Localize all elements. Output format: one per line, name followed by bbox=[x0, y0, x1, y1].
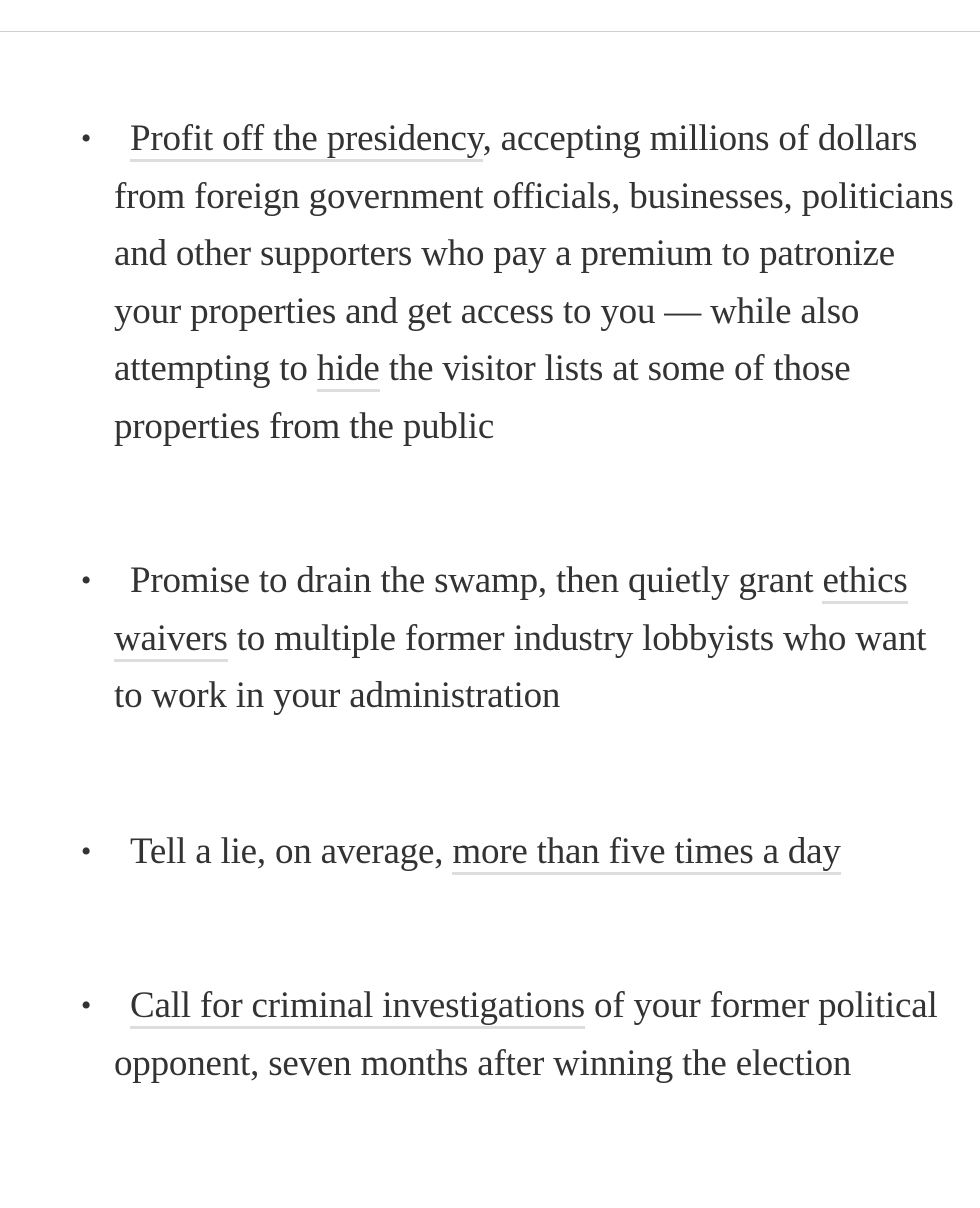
bullet-text: to multiple former industry lobbyists who want to work in your administration bbox=[114, 617, 927, 716]
top-divider bbox=[0, 31, 980, 32]
bullet-text: Promise to drain the swamp, then quietly grant bbox=[130, 560, 823, 601]
bullet-text: Tell a lie, on average, bbox=[130, 831, 453, 872]
bullet-text: of your former political opponent, seven months after winning the election bbox=[114, 985, 938, 1084]
profit-off-presidency-link[interactable]: Profit off the presidency bbox=[130, 118, 483, 162]
criminal-investigations-link[interactable]: Call for criminal investigations bbox=[130, 985, 585, 1029]
bullet-icon: • bbox=[80, 564, 92, 597]
more-than-five-times-a-day-link[interactable]: more than five times a day bbox=[452, 831, 840, 875]
ethics-waivers-link[interactable]: ethics waivers bbox=[114, 560, 908, 662]
bullet-icon: • bbox=[80, 835, 92, 868]
hide-link[interactable]: hide bbox=[317, 348, 380, 392]
list-item bbox=[80, 110, 960, 455]
bullet-text: , accepting millions of dollars from foreign government officials, businesses, politicians and other supporters who pay a premium to patronize your properties and get access to you — while also attempting to bbox=[114, 118, 954, 389]
list-item bbox=[80, 977, 960, 1092]
bullet-text: the visitor lists at some of those properties from the public bbox=[114, 348, 851, 447]
bullet-icon: • bbox=[80, 989, 92, 1022]
bullet-icon: • bbox=[80, 122, 92, 155]
list-item bbox=[80, 823, 960, 881]
list-item bbox=[80, 552, 960, 725]
